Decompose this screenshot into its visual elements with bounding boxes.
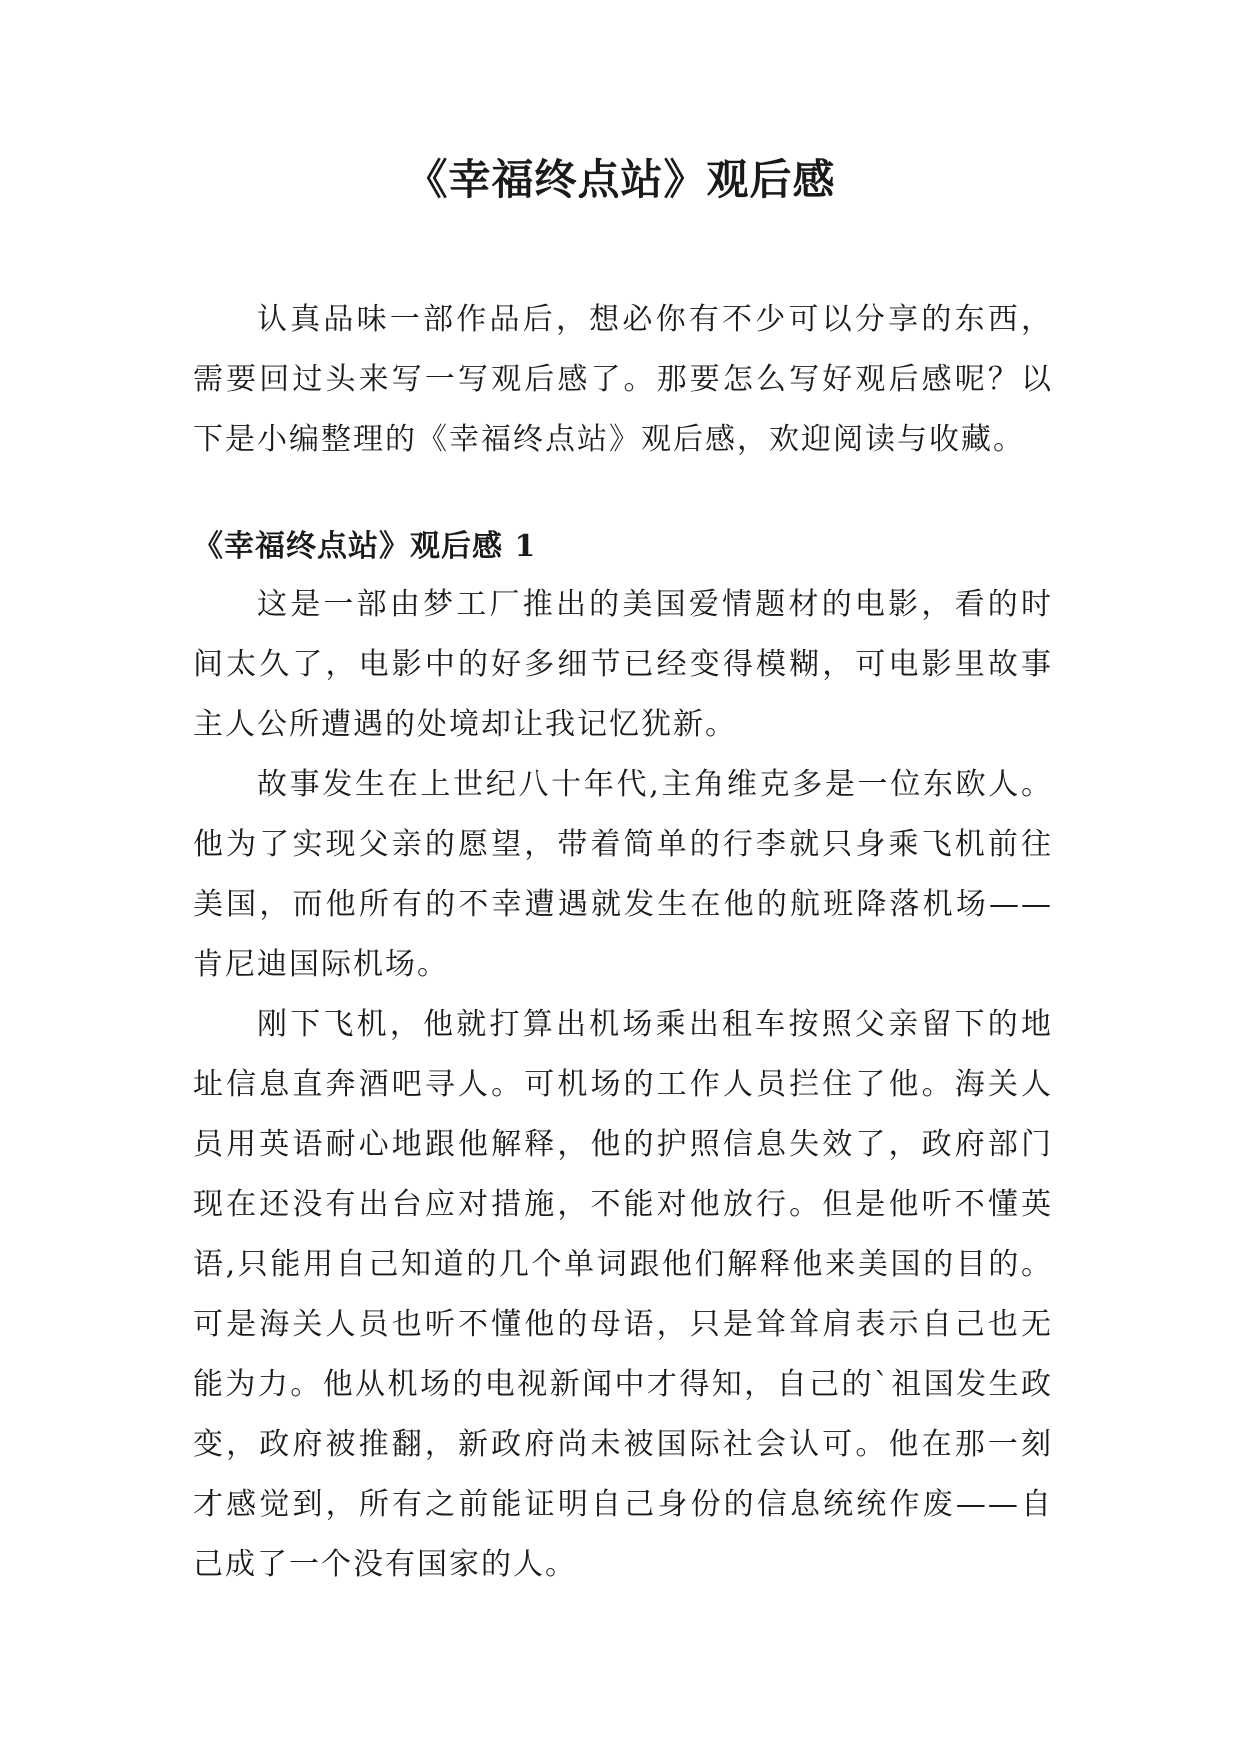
body-paragraph: 这是一部由梦工厂推出的美国爱情题材的电影，看的时间太久了，电影中的好多细节已经变得模糊，可电影里故事主人公所遭遇的处境却让我记忆犹新。 — [193, 587, 1053, 742]
document-title: 《幸福终点站》观后感 — [405, 155, 836, 204]
body-paragraph: 故事发生在上世纪八十年代,主角维克多是一位东欧人。他为了实现父亲的愿望，带着简单的行李就只身乘飞机前往美国，而他所有的不幸遭遇就发生在他的航班降落机场——肯尼迪国际机场。 — [193, 767, 1053, 982]
intro-paragraph: 认真品味一部作品后，想必你有不少可以分享的东西，需要回过头来写一写观后感了。那要怎么写好观后感呢？以下是小编整理的《幸福终点站》观后感，欢迎阅读与收藏。 — [193, 302, 1053, 457]
section-heading: 《幸福终点站》观后感 1 — [193, 529, 537, 564]
section-body — [193, 575, 1053, 1595]
body-paragraph: 刚下飞机，他就打算出机场乘出租车按照父亲留下的地址信息直奔酒吧寻人。可机场的工作人员拦住了他。海关人员用英语耐心地跟他解释，他的护照信息失效了，政府部门现在还没有出台应对措施，不能对他放行。但是他听不懂英语,只能用自己知道的几个单词跟他们解释他来美国的目的。可是海关人员也听不懂他的母语，只是耸耸肩表示自己也无能为力。他从机场的电视新闻中才得知，自己的`祖国发生政变，政府被推翻，新政府尚未被国际社会认可。他在那一刻才感觉到，所有之前能证明自己身份的信息统统作废——自己成了一个没有国家的人。 — [193, 1007, 1053, 1582]
